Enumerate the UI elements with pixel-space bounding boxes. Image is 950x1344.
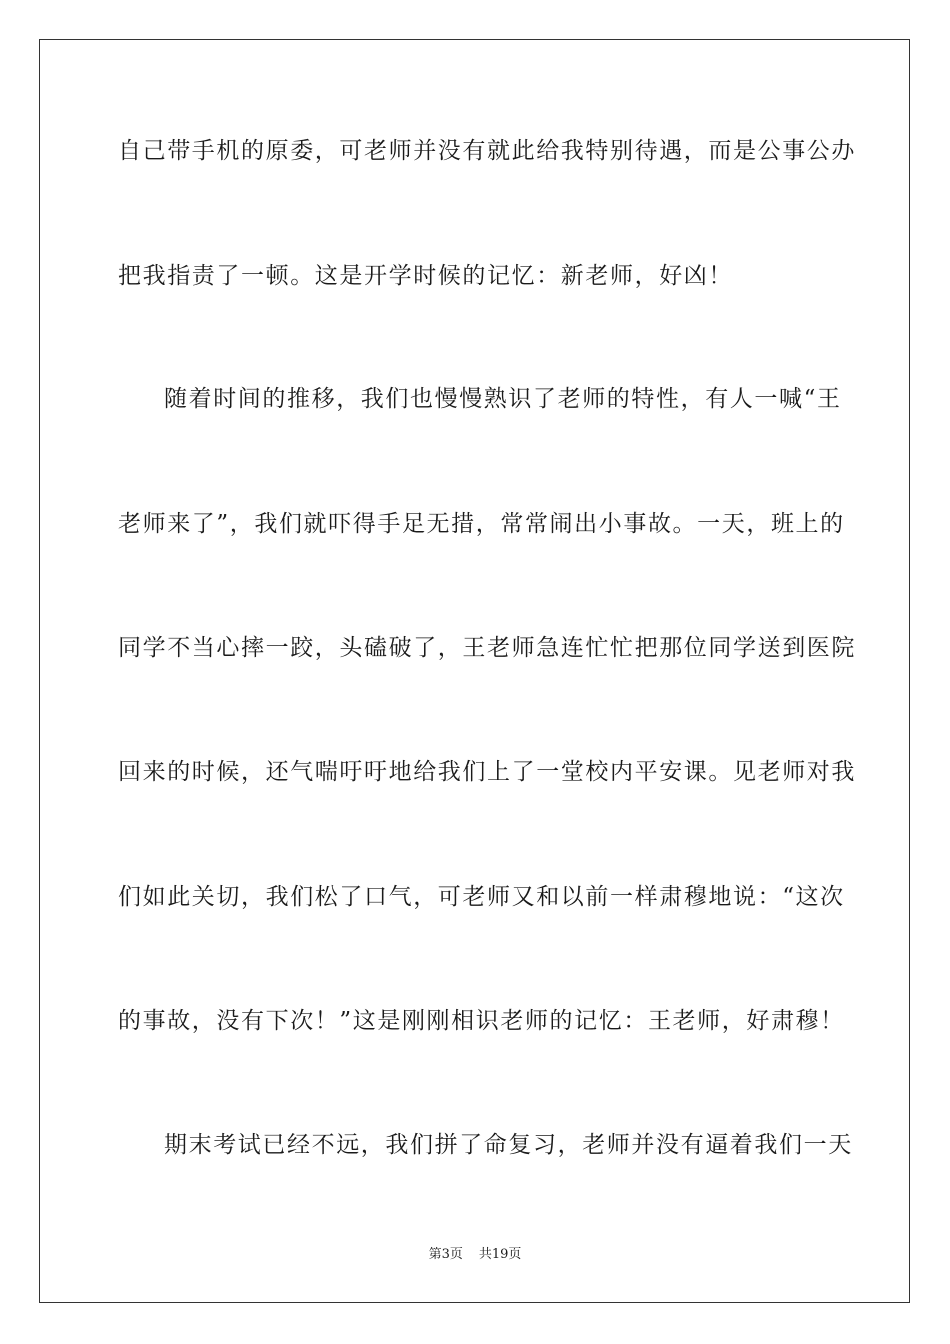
- text-line-9: 期末考试已经不远，我们拼了命复习，老师并没有逼着我们一天: [164, 1132, 853, 1158]
- text-line-8: 的事故，没有下次！”这是刚刚相识老师的记忆：王老师，好肃穆！: [118, 1008, 845, 1034]
- text-line-5: 同学不当心摔一跤，头磕破了，王老师急连忙忙把那位同学送到医院: [118, 635, 856, 661]
- text-line-6: 回来的时候，还气喘吁吁地给我们上了一堂校内平安课。见老师对我: [118, 759, 856, 785]
- text-line-7: 们如此关切，我们松了口气，可老师又和以前一样肃穆地说：“这次: [118, 884, 845, 910]
- text-line-2: 把我指责了一顿。这是开学时候的记忆：新老师，好凶！: [118, 263, 733, 289]
- page-frame: [39, 39, 910, 1303]
- text-line-1: 自己带手机的原委，可老师并没有就此给我特别待遇，而是公事公办: [118, 138, 856, 164]
- text-line-3: 随着时间的推移，我们也慢慢熟识了老师的特性，有人一喊“王: [164, 386, 842, 412]
- text-line-4: 老师来了”，我们就吓得手足无措，常常闹出小事故。一天，班上的: [118, 511, 845, 537]
- page-number: 第3页: [428, 1247, 463, 1262]
- page-footer: [0, 1247, 950, 1263]
- page-total: 共19页: [478, 1247, 522, 1262]
